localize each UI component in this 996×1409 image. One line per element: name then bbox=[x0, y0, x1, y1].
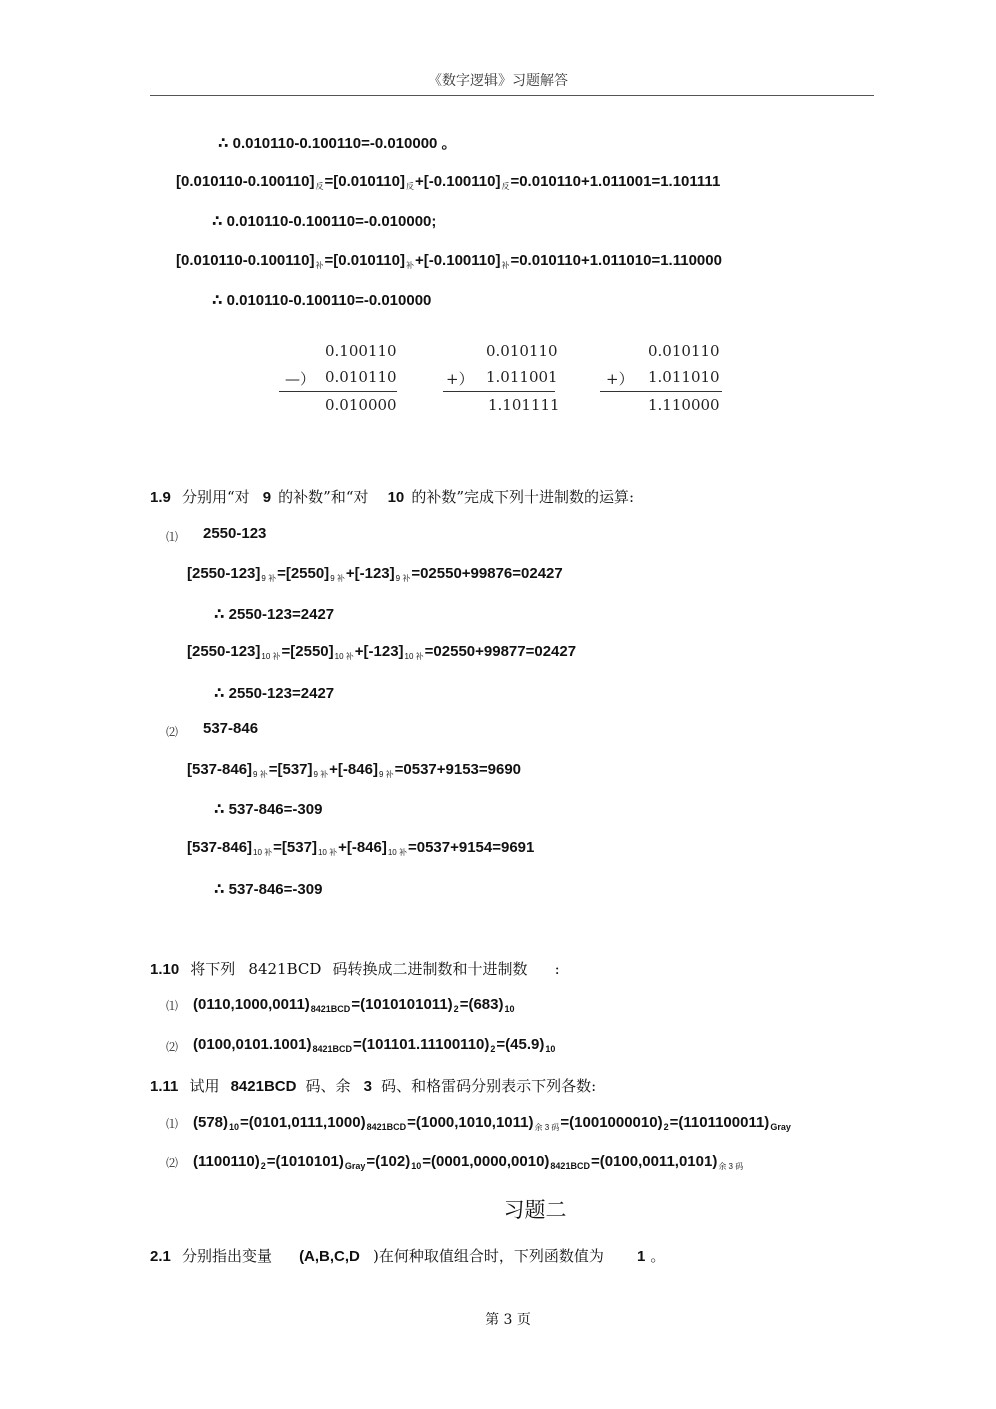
sum-rule bbox=[600, 391, 722, 392]
result-line: ∴ 0.010110-0.100110=-0.010000 bbox=[212, 292, 432, 309]
item-expression: 2550-123 bbox=[203, 525, 267, 542]
result-line: ∴ 2550-123=2427 bbox=[214, 685, 335, 702]
operand-1: 0.010110 bbox=[648, 342, 720, 360]
operator: +） bbox=[606, 370, 634, 388]
question-1-11: 1.11 试用 8421BCD 码、余 3 码、和格雷码分别表示下列各数: bbox=[150, 1077, 597, 1095]
item-label: ⑴ bbox=[166, 999, 179, 1013]
page-number: 第 3 页 bbox=[485, 1312, 531, 1328]
question-1-10: 1.10 将下列 8421BCD 码转换成二进制数和十进制数 : bbox=[150, 960, 560, 978]
operand-1: 0.010110 bbox=[486, 342, 558, 360]
result-line: ∴ 0.010110-0.100110=-0.010000 。 bbox=[218, 135, 457, 152]
sum-rule bbox=[443, 391, 555, 392]
tens-complement-line: $[537-846]_{10 补}=[537]_{10 补}+[-846]_{10 补}=0537+9154=9691$ bbox=[187, 839, 535, 857]
result-line: ∴ 537-846=-309 bbox=[214, 881, 323, 898]
item-label: ⑵ bbox=[166, 1156, 179, 1170]
operator: —） bbox=[285, 370, 316, 388]
twos-complement-line: $[0.010110-0.100110]_补=[0.010110]_补+[-0.100110]_补=0.010110+1.011010=1.110000$ bbox=[176, 252, 722, 270]
operand-1: 0.100110 bbox=[325, 342, 397, 360]
operand-2: 1.011010 bbox=[648, 368, 720, 386]
result-line: ∴ 537-846=-309 bbox=[214, 801, 323, 818]
nines-complement-line: $[2550-123]_{9 补}=[2550]_{9 补}+[-123]_{9 补}=02550+99876=02427$ bbox=[187, 565, 563, 583]
header-rule bbox=[150, 95, 874, 96]
item-label: ⑵ bbox=[166, 1040, 179, 1054]
nines-complement-line: $[537-846]_{9 补}=[537]_{9 补}+[-846]_{9 补}=0537+9153=9690$ bbox=[187, 761, 522, 779]
item-label: ⑴ bbox=[166, 530, 179, 544]
ones-complement-line: $[0.010110-0.100110]_反=[0.010110]_反+[-0.100110]_反=0.010110+1.011001=1.101111$ bbox=[176, 173, 721, 191]
item-label: ⑵ bbox=[166, 725, 179, 739]
code-conversion-line: $(578)_{10}=(0101,0111,1000)_{8421BCD}=(1000,1010,1011)_{余 3 码}=(1001000010)_2=(1101100011)_{Gray}$ bbox=[193, 1114, 791, 1132]
item-label: ⑴ bbox=[166, 1117, 179, 1131]
bcd-conversion-line: $(0110,1000,0011)_{8421BCD}=(1010101011)_2=(683)_{10}$ bbox=[193, 996, 515, 1014]
question-2-1: 2.1 分别指出变量 (A,B,C,D )在何种取值组合时，下列函数值为 1 。 bbox=[150, 1247, 666, 1265]
bcd-conversion-line: $(0100,0101.1001)_{8421BCD}=(101101.11100110)_2=(45.9)_{10}$ bbox=[193, 1036, 556, 1054]
operator: +） bbox=[446, 370, 474, 388]
tens-complement-line: $[2550-123]_{10 补}=[2550]_{10 补}+[-123]_{10 补}=02550+99877=02427$ bbox=[187, 643, 577, 661]
result: 0.010000 bbox=[325, 396, 397, 414]
operand-2: 0.010110 bbox=[325, 368, 397, 386]
sum-rule bbox=[279, 391, 397, 392]
section-title: 习题二 bbox=[503, 1198, 567, 1222]
item-expression: 537-846 bbox=[203, 720, 259, 737]
code-conversion-line: $(1100110)_2=(1010101)_{Gray}=(102)_{10}=(0001,0000,0010)_{8421BCD}=(0100,0011,0101)_{余 3 码}$ bbox=[193, 1153, 744, 1171]
question-1-9: 1.9 分别用“对 9 的补数”和“对 10 的补数”完成下列十进制数的运算: bbox=[150, 488, 635, 506]
result-line: ∴ 2550-123=2427 bbox=[214, 606, 335, 623]
result: 1.101111 bbox=[488, 396, 560, 414]
result: 1.110000 bbox=[648, 396, 720, 414]
page-header: 《数字逻辑》习题解答 bbox=[428, 73, 568, 89]
watermark bbox=[491, 562, 878, 907]
result-line: ∴ 0.010110-0.100110=-0.010000; bbox=[212, 213, 437, 230]
operand-2: 1.011001 bbox=[486, 368, 558, 386]
